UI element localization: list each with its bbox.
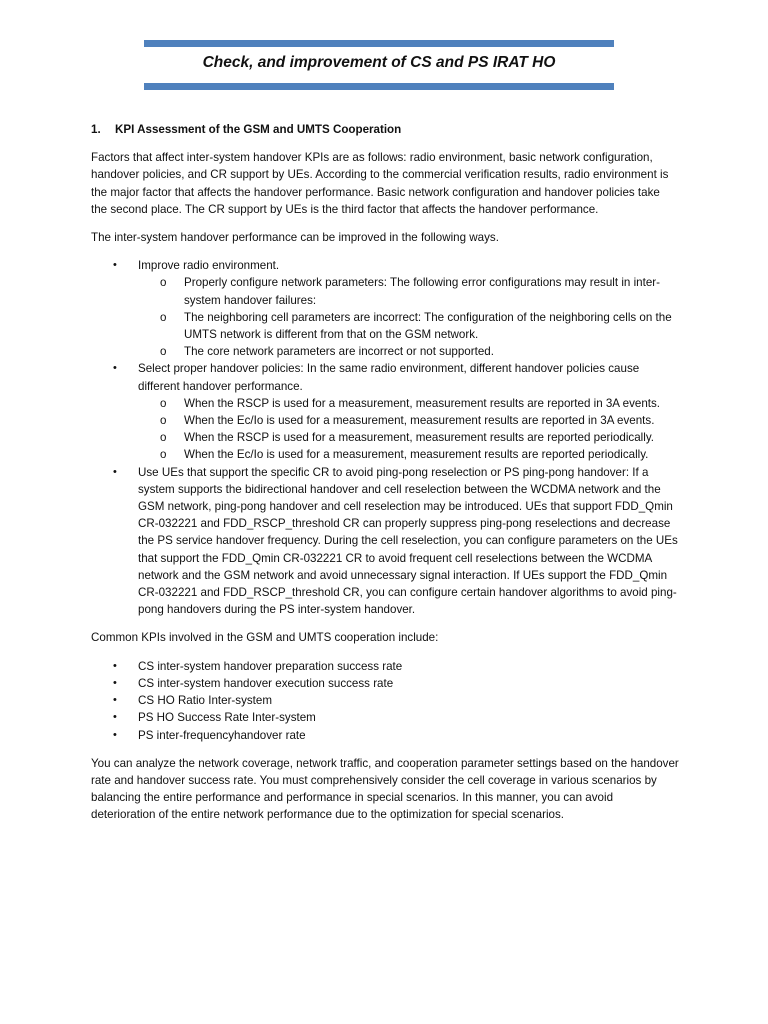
bullet-dot: • xyxy=(113,362,117,375)
title-top-rule xyxy=(144,40,614,47)
bullet-circle: o xyxy=(160,396,167,410)
bullet-circle: o xyxy=(160,414,167,428)
sub-list-item-text: When the RSCP is used for a measurement, measurement results are reported in 3A events. xyxy=(184,396,661,410)
bullet-circle: o xyxy=(160,310,167,324)
list-item-text: Select proper handover policies: In the same radio environment, different handover policies cause different handover performance. xyxy=(138,362,640,393)
sub-list-item-text: When the Ec/Io is used for a measurement, measurement results are reported in 3A events. xyxy=(184,414,655,428)
kpi-list-item xyxy=(91,692,679,709)
kpi-list-item-text: PS HO Success Rate Inter-system xyxy=(138,711,316,725)
improvement-list xyxy=(91,257,679,618)
sub-list xyxy=(138,395,679,464)
section-number: 1. xyxy=(91,123,101,136)
section-heading xyxy=(91,121,679,138)
sub-list-item-text: The neighboring cell parameters are incorrect: The configuration of the neighboring cells on the UMTS network is different from that on the GSM network. xyxy=(184,310,672,342)
kpi-list-item-text: PS inter-frequencyhandover rate xyxy=(138,728,306,742)
bullet-dot: • xyxy=(113,728,117,741)
sub-list-item xyxy=(91,309,679,343)
kpi-lead-paragraph: Common KPIs involved in the GSM and UMTS cooperation include: xyxy=(91,631,439,645)
sub-list xyxy=(138,274,679,360)
kpi-list-item xyxy=(91,658,679,675)
improvement-lead-paragraph: The inter-system handover performance can be improved in the following ways. xyxy=(91,231,499,245)
sub-list-item xyxy=(91,395,679,412)
list-item-text: Use UEs that support the specific CR to avoid ping-pong reselection or PS ping-pong handover: If a system supports the bidirectional handover and cell reselection between the WCDMA network and the GSM network, ping-pong handover and cell reselection may be introduced. UEs that support FDD_Qmin CR-032221 and FDD_RSCP_threshold CR can properly suppress ping-pong reselections and decrease the PS service handover frequency. During the cell reselection, you can configure parameters on the UEs that support the FDD_Qmin CR-032221 CR to avoid frequent cell reselections between the WCDMA network and the GSM network and avoid unnecessary signal interaction. If UEs support the FDD_Qmin CR-032221 and FDD_RSCP_threshold CR, you can configure certain handover algorithms to avoid ping-pong handovers during the PS inter-system handover. xyxy=(138,465,678,617)
sub-list-item xyxy=(91,274,679,308)
sub-list-item xyxy=(91,429,679,446)
list-item xyxy=(91,257,679,360)
bullet-circle: o xyxy=(160,448,167,462)
bullet-dot: • xyxy=(113,259,117,272)
sub-list-item-text: The core network parameters are incorrect or not supported. xyxy=(184,345,494,359)
bullet-circle: o xyxy=(160,431,167,445)
bullet-dot: • xyxy=(113,676,117,689)
document-title: Check, and improvement of CS and PS IRAT HO xyxy=(202,54,556,71)
sub-list-item xyxy=(91,446,679,463)
kpi-list-item xyxy=(91,727,679,744)
bullet-circle: o xyxy=(160,345,167,359)
bullet-dot: • xyxy=(113,694,117,707)
sub-list-item-text: When the Ec/Io is used for a measurement, measurement results are reported periodically. xyxy=(184,448,649,462)
list-item xyxy=(91,360,679,463)
kpi-list-item xyxy=(91,709,679,726)
bullet-dot: • xyxy=(113,711,117,724)
kpi-list-item-text: CS HO Ratio Inter-system xyxy=(138,694,273,708)
bullet-circle: o xyxy=(160,276,167,290)
sub-list-item xyxy=(91,412,679,429)
title-bottom-rule xyxy=(144,83,614,90)
list-item xyxy=(91,464,679,619)
closing-paragraph: You can analyze the network coverage, network traffic, and cooperation parameter settings based on the handover rate and handover success rate. You must comprehensively consider the cell coverage in various scenarios by balancing the entire performance and performance in special scenarios. In this manner, you can avoid deterioration of the entire network performance due to the optimization for special scenarios. xyxy=(91,756,679,822)
bullet-dot: • xyxy=(113,465,117,478)
sub-list-item-text: When the RSCP is used for a measurement, measurement results are reported periodically. xyxy=(184,431,654,445)
section-heading-text: KPI Assessment of the GSM and UMTS Cooperation xyxy=(115,123,402,136)
list-item-text: Improve radio environment. xyxy=(138,259,280,273)
kpi-list-item-text: CS inter-system handover execution success rate xyxy=(138,676,394,690)
intro-paragraph: Factors that affect inter-system handover KPIs are as follows: radio environment, basic network configuration, handover policies, and CR support by UEs. According to the commercial verification results, radio environment is the major factor that affects the handover performance. Basic network configuration and handover policies take the second place. The CR support by UEs is the third factor that affects the handover performance. xyxy=(91,151,669,216)
sub-list-item-text: Properly configure network parameters: The following error configurations may result in inter-system handover failures: xyxy=(184,276,660,307)
kpi-list-item-text: CS inter-system handover preparation success rate xyxy=(138,659,403,673)
bullet-dot: • xyxy=(113,659,117,672)
sub-list-item xyxy=(91,343,679,360)
document-body xyxy=(91,121,679,835)
kpi-list-item xyxy=(91,675,679,692)
kpi-list xyxy=(91,658,679,744)
